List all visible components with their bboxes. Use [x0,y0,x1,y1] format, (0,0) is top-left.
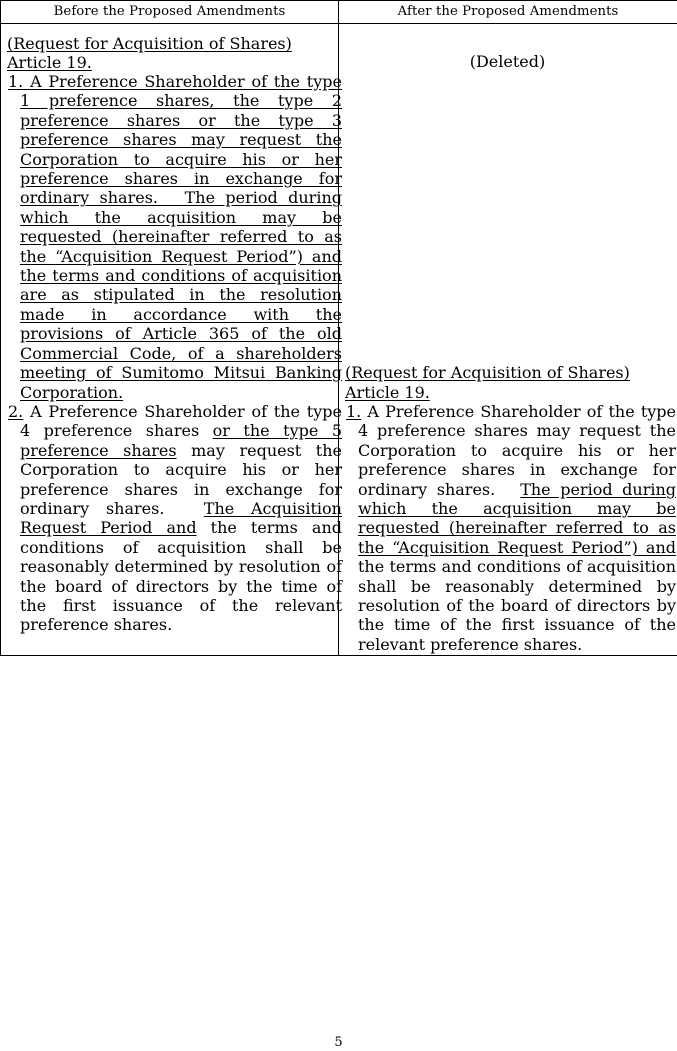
before-p1-number: 1. [8,72,23,91]
page-number: 5 [0,1035,677,1051]
after-article: Article 19. [345,383,430,402]
before-p1-text: A Preference Shareholder of the type 1 preference shares, the type 2 preference shares or the type 3 preference shares may request the Corporation to acquire his or her preference shares in exchange for ordinary shares. The period during which the acquisition may be requested (hereinafter referred to as the “Acquisition Request Period”) and the terms and conditions of acquisition are as stipulated in the resolution made in accordance with the provisions of Article 365 of the old Commercial Code, of a shareholders meeting of Sumitomo Mitsui Banking Corporation. [20,72,342,402]
after-p1-text-a: A Preference Shareholder of the type 4 preference shares may request the Corporation to acquire his or her preference shares in exchange for ordinary shares. [358,402,676,499]
before-article: Article 19. [7,53,92,72]
after-caption: (Request for Acquisition of Shares) [345,363,630,382]
table-header-row [1,1,677,24]
after-paragraph-1 [346,402,676,654]
before-caption: (Request for Acquisition of Shares) [7,34,292,53]
after-deleted: (Deleted) [338,52,677,71]
before-paragraph-1 [8,72,342,402]
after-p1-number: 1. [346,402,361,421]
before-paragraph-2 [8,402,342,635]
before-p2-text-c: may request the Corporation to acquire his or her preference shares in exchange for ordinary shares. [20,441,342,518]
before-p2-text-e: the terms and conditions of acquisition shall be reasonably determined by resolution of the board of directors by the time of the first issuance of the relevant preference shares. [20,518,342,634]
before-p2-number: 2. [8,402,23,421]
header-before: Before the Proposed Amendments [1,1,339,24]
after-p1-text-c: the terms and conditions of acquisition shall be reasonably determined by resolution of the board of directors by the time of the first issuance of the relevant preference shares. [358,557,676,654]
before-p2-text-d: The Acquisition Request Period and [20,499,342,537]
after-p1-text-b: The period during which the acquisition may be requested (hereinafter referred to as the “Acquisition Request Period”) and [358,480,676,557]
header-after: After the Proposed Amendments [339,1,677,24]
before-p2-text-a: A Preference Shareholder of the type 4 preference shares [20,402,342,440]
before-p2-text-b: or the type 5 preference shares [20,421,342,459]
